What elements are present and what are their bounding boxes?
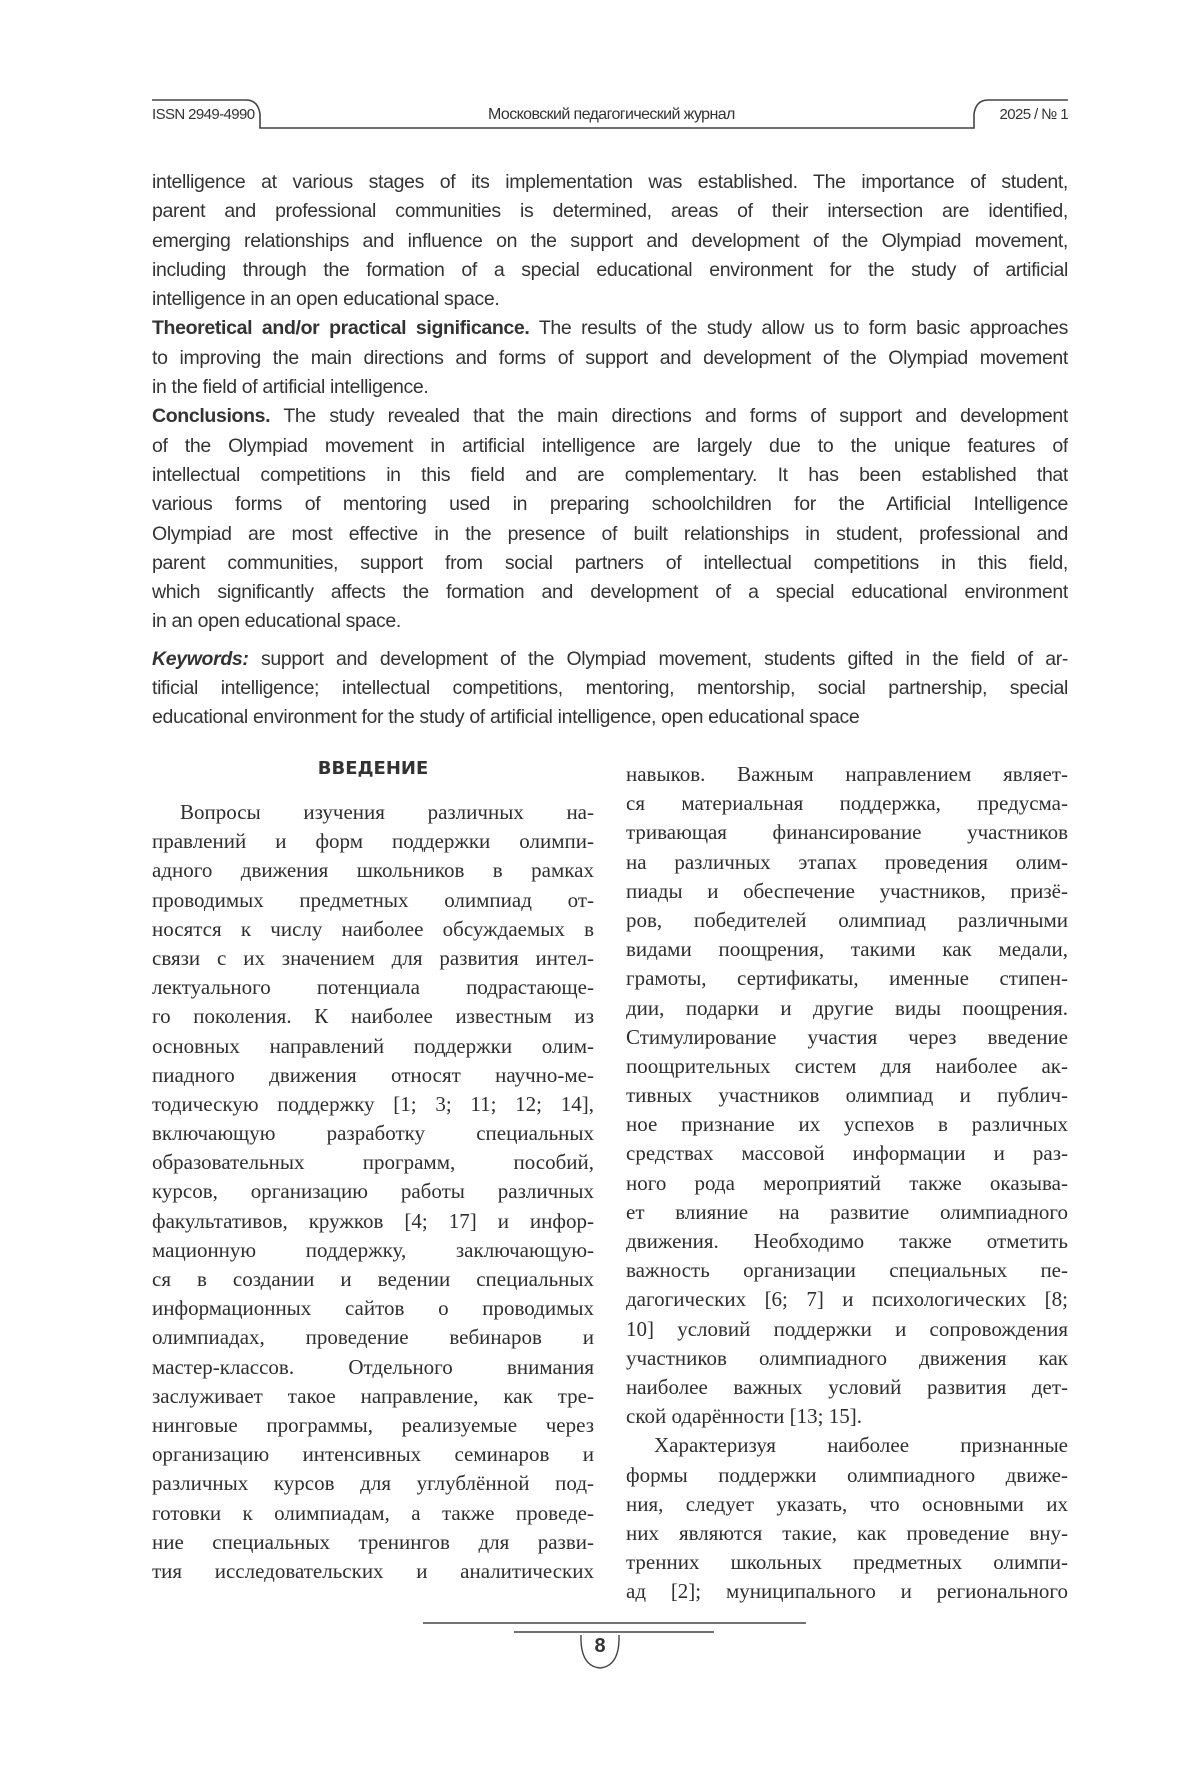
text-line [152, 1499, 594, 1528]
line-text: пиады и обеспечение участников, призё- [626, 879, 1068, 903]
text-line [626, 1110, 1068, 1139]
text-line [152, 1002, 594, 1031]
line-text: ного рода мероприятий также оказыва- [626, 1171, 1068, 1195]
text-line [152, 1353, 594, 1382]
text-line [152, 1061, 594, 1090]
text-line [626, 760, 1068, 789]
text-line [626, 1490, 1068, 1519]
text-line [626, 877, 1068, 906]
text-line [152, 168, 1068, 197]
text-line [626, 1344, 1068, 1373]
line-text: including through the formation of a special educational environment for the study of artificial [152, 259, 1068, 281]
text-line [152, 798, 594, 827]
line-text: важность организации специальных пе- [626, 1258, 1068, 1282]
line-text: лектуального потенциала подрастающе- [152, 975, 594, 999]
line-text: ся материальная поддержка, предусма- [626, 791, 1068, 815]
text-line [152, 490, 1068, 519]
text-line [152, 886, 594, 915]
line-text: intellectual competitions in this field and are complementary. It has been established that [152, 464, 1068, 486]
line-text: тренних школьных предметных олимпи- [626, 1550, 1068, 1574]
line-text: средствах массовой информации и раз- [626, 1141, 1068, 1165]
line-text: emerging relationships and influence on the support and development of the Olympiad movement, [152, 230, 1068, 252]
line-text: грамоты, сертификаты, именные стипен- [626, 966, 1068, 990]
text-line [626, 1081, 1068, 1110]
body-column-left [152, 754, 594, 1586]
text-line [152, 1090, 594, 1119]
text-line [152, 674, 1068, 703]
line-text: на различных этапах проведения олим- [626, 850, 1068, 874]
line-text: формы поддержки олимпиадного движе- [626, 1463, 1068, 1487]
text-line [152, 1382, 594, 1411]
text-line [626, 1431, 1068, 1460]
line-text: ской одарённости [13; 15]. [626, 1404, 862, 1428]
line-text: of the Olympiad movement in artificial intelligence are largely due to the unique features of [152, 435, 1068, 457]
text-line [152, 227, 1068, 256]
line-text: пиадного движения относят научно-ме- [152, 1063, 594, 1087]
text-line [626, 1169, 1068, 1198]
text-line [626, 848, 1068, 877]
line-text: 10] условий поддержки и сопровождения [626, 1317, 1068, 1341]
text-line [152, 285, 1068, 314]
text-line [152, 703, 1068, 732]
line-text: курсов, организацию работы различных [152, 1179, 594, 1203]
line-text: проводимых предметных олимпиад от- [152, 888, 594, 912]
text-line [152, 1528, 594, 1557]
line-text: нинговые программы, реализуемые через [152, 1413, 594, 1437]
line-text: Olympiad are most effective in the presence of built relationships in student, professional and [152, 523, 1068, 545]
text-line [626, 818, 1068, 847]
text-line [626, 1052, 1068, 1081]
text-line [626, 1198, 1068, 1227]
paragraph-lead: Theoretical and/or practical significance. [152, 317, 529, 339]
text-line [152, 520, 1068, 549]
text-line [152, 461, 1068, 490]
line-text: заслуживает такое направление, как тре- [152, 1384, 594, 1408]
line-text: готовки к олимпиадам, а также проведе- [152, 1501, 594, 1525]
line-text: правлений и форм поддержки олимпи- [152, 829, 594, 853]
text-line [152, 645, 1068, 674]
text-line [626, 1139, 1068, 1168]
line-text: носятся к числу наиболее обсуждаемых в [152, 917, 594, 941]
text-line [626, 1285, 1068, 1314]
journal-title: Московский педагогический журнал [488, 106, 735, 124]
section-heading: ВВЕДЕНИЕ [152, 754, 594, 798]
text-line [152, 1323, 594, 1352]
text-line [152, 373, 1068, 402]
line-text: них являются такие, как проведение вну- [626, 1521, 1068, 1545]
text-line [626, 1402, 1068, 1431]
line-text: which significantly affects the formation and development of a special educational environment [152, 581, 1068, 603]
line-text: Стимулирование участия через введение [626, 1025, 1068, 1049]
text-line [152, 856, 594, 885]
line-text: ние специальных тренингов для разви- [152, 1530, 594, 1554]
text-line [626, 935, 1068, 964]
line-text: support and development of the Olympiad movement, students gifted in the field of ar- [249, 648, 1068, 670]
text-line [626, 906, 1068, 935]
text-line [152, 1411, 594, 1440]
line-text: тия исследовательских и аналитических [152, 1559, 594, 1583]
line-text: факультативов, кружков [4; 17] и инфор- [152, 1209, 594, 1233]
line-text: адного движения школьников в рамках [152, 858, 594, 882]
text-line [626, 1023, 1068, 1052]
line-text: ет влияние на развитие олимпиадного [626, 1200, 1068, 1224]
text-line [626, 789, 1068, 818]
line-text: наиболее важных условий развития дет- [626, 1375, 1068, 1399]
line-text: ся в создании и ведении специальных [152, 1267, 594, 1291]
line-text: intelligence at various stages of its implementation was established. The importance of student, [152, 171, 1068, 193]
text-line [152, 1148, 594, 1177]
text-line [152, 973, 594, 1002]
issue-number: 2025 / № 1 [1000, 106, 1068, 123]
line-text: информационных сайтов о проводимых [152, 1296, 594, 1320]
text-line [626, 1548, 1068, 1577]
line-text: дии, подарки и другие виды поощрения. [626, 996, 1068, 1020]
line-text: ния, следует указать, что основными их [626, 1492, 1068, 1516]
line-text: поощрительных систем для наиболее ак- [626, 1054, 1068, 1078]
line-text: educational environment for the study of artificial intelligence, open educational space [152, 706, 859, 728]
text-line [152, 344, 1068, 373]
text-line [626, 1227, 1068, 1256]
text-line [152, 827, 594, 856]
issn: ISSN 2949-4990 [152, 106, 255, 123]
text-line [626, 1461, 1068, 1490]
text-line [152, 1032, 594, 1061]
text-line [152, 1177, 594, 1206]
text-line [626, 964, 1068, 993]
text-line [152, 314, 1068, 343]
text-line [152, 944, 594, 973]
line-text: тривающая финансирование участников [626, 820, 1068, 844]
line-text: мастер-классов. Отдельного внимания [152, 1355, 594, 1379]
text-line [626, 994, 1068, 1023]
line-text: движения. Необходимо также отметить [626, 1229, 1068, 1253]
line-text: организацию интенсивных семинаров и [152, 1442, 594, 1466]
text-line [152, 256, 1068, 285]
line-text: to improving the main directions and forms of support and development of the Olympiad movement [152, 347, 1068, 369]
body-column-right [626, 760, 1068, 1606]
line-text: parent communities, support from social partners of intellectual competitions in this field, [152, 552, 1068, 574]
text-line [152, 1207, 594, 1236]
line-text: тивных участников олимпиад и публич- [626, 1083, 1068, 1107]
line-text: видами поощрения, такими как медали, [626, 937, 1068, 961]
line-text: The results of the study allow us to form basic approaches [529, 317, 1068, 339]
text-line [152, 1265, 594, 1294]
line-text: го поколения. К наиболее известным из [152, 1004, 594, 1028]
paragraph-lead: Conclusions. [152, 405, 270, 427]
line-text: various forms of mentoring used in preparing schoolchildren for the Artificial Intelligence [152, 493, 1068, 515]
line-text: мационную поддержку, заключающую- [152, 1238, 594, 1262]
line-text: intelligence in an open educational space. [152, 288, 499, 310]
text-line [152, 1236, 594, 1265]
text-line [152, 578, 1068, 607]
text-line [152, 402, 1068, 431]
line-text: включающую разработку специальных [152, 1121, 594, 1145]
text-line [152, 915, 594, 944]
text-line [152, 197, 1068, 226]
line-text: связи с их значением для развития интел- [152, 946, 594, 970]
line-text: основных направлений поддержки олим- [152, 1034, 594, 1058]
line-text: ров, победителей олимпиад различными [626, 908, 1068, 932]
line-text: дагогических [6; 7] и психологических [8; [626, 1287, 1068, 1311]
line-text: Характеризуя наиболее признанные [654, 1433, 1068, 1457]
paragraph-lead: Keywords: [152, 648, 249, 670]
text-line [152, 1294, 594, 1323]
text-line [152, 549, 1068, 578]
line-text: parent and professional communities is determined, areas of their intersection are identified, [152, 200, 1068, 222]
text-line [152, 1469, 594, 1498]
page-number: 8 [590, 1635, 610, 1658]
text-line [152, 607, 1068, 636]
text-line [626, 1577, 1068, 1606]
text-line [626, 1315, 1068, 1344]
line-text: The study revealed that the main directions and forms of support and development [270, 405, 1068, 427]
text-line [152, 1557, 594, 1586]
line-text: различных курсов для углублённой под- [152, 1471, 594, 1495]
text-line [152, 1440, 594, 1469]
line-text: образовательных программ, пособий, [152, 1150, 594, 1174]
line-text: in the field of artificial intelligence. [152, 376, 429, 398]
line-text: участников олимпиадного движения как [626, 1346, 1068, 1370]
text-line [152, 1119, 594, 1148]
line-text: tificial intelligence; intellectual competitions, mentoring, mentorship, social partnership, special [152, 677, 1068, 699]
line-text: ное признание их успехов в различных [626, 1112, 1068, 1136]
line-text: олимпиадах, проведение вебинаров и [152, 1325, 594, 1349]
line-text: тодическую поддержку [1; 3; 11; 12; 14], [152, 1092, 594, 1116]
text-line [626, 1373, 1068, 1402]
abstract [152, 168, 1068, 733]
line-text: навыков. Важным направлением являет- [626, 762, 1068, 786]
line-text: Вопросы изучения различных на- [180, 800, 594, 824]
text-line [152, 432, 1068, 461]
text-line [626, 1519, 1068, 1548]
line-text: ад [2]; муниципального и регионального [626, 1579, 1068, 1603]
line-text: in an open educational space. [152, 610, 401, 632]
text-line [626, 1256, 1068, 1285]
